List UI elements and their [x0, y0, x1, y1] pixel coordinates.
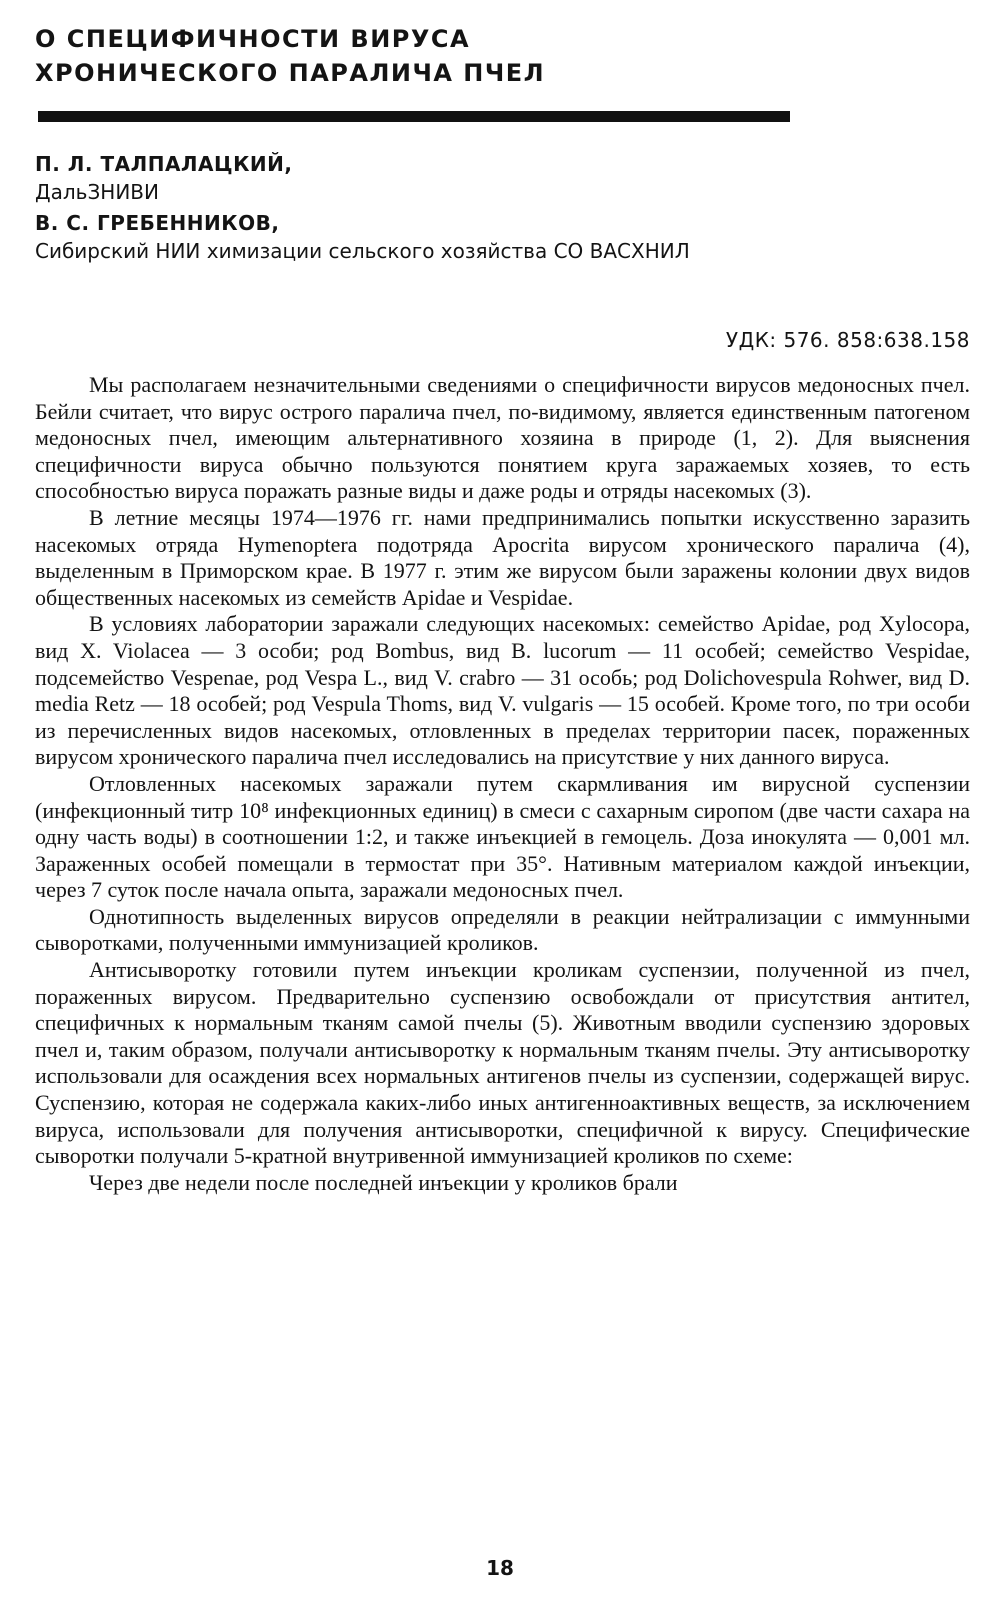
- paragraph: Антисыворотку готовили путем инъекции кроликам суспензии, полученной из пчел, пораженных вирусом. Предварительно суспензию освобождали от присутствия антител, специфичных к нормальным тканям самой пчелы (5). Животным вводили суспензию здоровых пчел и, таким образом, получали антисыворотку к нормальным тканям пчелы. Эту антисыворотку использовали для осаждения всех нормальных антигенов пчелы из суспензии, содержащей вирус. Суспензию, которая не содержала каких-либо иных антигенноактивных веществ, за исключением вируса, использовали для получения антисыворотки, специфичной к вирусу. Специфические сыворотки получали 5-кратной внутривенной иммунизацией кроликов по схеме:: [35, 957, 970, 1169]
- title-line-1: О СПЕЦИФИЧНОСТИ ВИРУСА: [35, 25, 471, 53]
- authors-block: [35, 150, 935, 268]
- page-number: 18: [486, 1556, 514, 1580]
- paragraph: Мы располагаем незначительными сведениями о специфичности вирусов медоносных пчел. Бейли считает, что вирус острого паралича пчел, по-видимому, является единственным патогеном медоносных пчел, имеющим альтернативного хозяина в природе (1, 2). Для выяснения специфичности вируса обычно пользуются понятием круга заражаемых хозяев, то есть способностью вируса поражать разные виды и даже роды и отряды насекомых (3).: [35, 372, 970, 504]
- paragraph: Однотипность выделенных вирусов определяли в реакции нейтрализации с иммунными сыворотками, полученными иммунизацией кроликов.: [35, 903, 970, 956]
- paragraph: Отловленных насекомых заражали путем скармливания им вирусной суспензии (инфекционный титр 10⁸ инфекционных единиц) в смеси с сахарным сиропом (две части сахара на одну часть воды) в соотношении 1:2, и также инъекцией в гемоцель. Доза инокулята — 0,001 мл. Зараженных особей помещали в термостат при 35°. Нативным материалом каждой инъекции, через 7 суток после начала опыта, заражали медоносных пчел.: [35, 770, 970, 903]
- paragraph: В летние месяцы 1974—1976 гг. нами предпринимались попытки искусственно заразить насекомых отряда Hymenoptera подотряда Apocrita вирусом хронического паралича (4), выделенным в Приморском крае. В 1977 г. этим же вирусом были заражены колонии двух видов общественных насекомых из семейств Apidae и Vespidae.: [35, 504, 970, 610]
- author-name: В. С. ГРЕБЕННИКОВ,: [35, 211, 280, 235]
- article-title: [35, 22, 795, 90]
- author-name: П. Л. ТАЛПАЛАЦКИЙ,: [35, 152, 293, 176]
- article-body: [35, 372, 970, 1196]
- author-affiliation: Сибирский НИИ химизации сельского хозяйства СО ВАСХНИЛ: [35, 239, 690, 263]
- title-rule: [38, 111, 790, 122]
- title-line-2: ХРОНИЧЕСКОГО ПАРАЛИЧА ПЧЕЛ: [35, 59, 546, 87]
- paragraph: Через две недели после последней инъекции у кроликов брали: [89, 1169, 678, 1195]
- author-affiliation: ДальЗНИВИ: [35, 180, 159, 204]
- paragraph: В условиях лаборатории заражали следующих насекомых: семейство Apidae, род Xylocopa, вид X. Violacea — 3 особи; род Bombus, вид B. lucorum — 11 особей; семейство Vespidae, подсемейство Vespenae, род Vespa L., вид V. crabro — 31 особь; род Dolichovespula Rohwer, вид D. media Retz — 18 особей; род Vespula Thoms, вид V. vulgaris — 15 особей. Кроме того, по три особи из перечисленных видов насекомых, отловленных в пределах территории пасек, пораженных вирусом хронического паралича пчел исследовались на присутствие у них данного вируса.: [35, 611, 970, 770]
- udk-code: УДК: 576. 858:638.158: [725, 328, 970, 352]
